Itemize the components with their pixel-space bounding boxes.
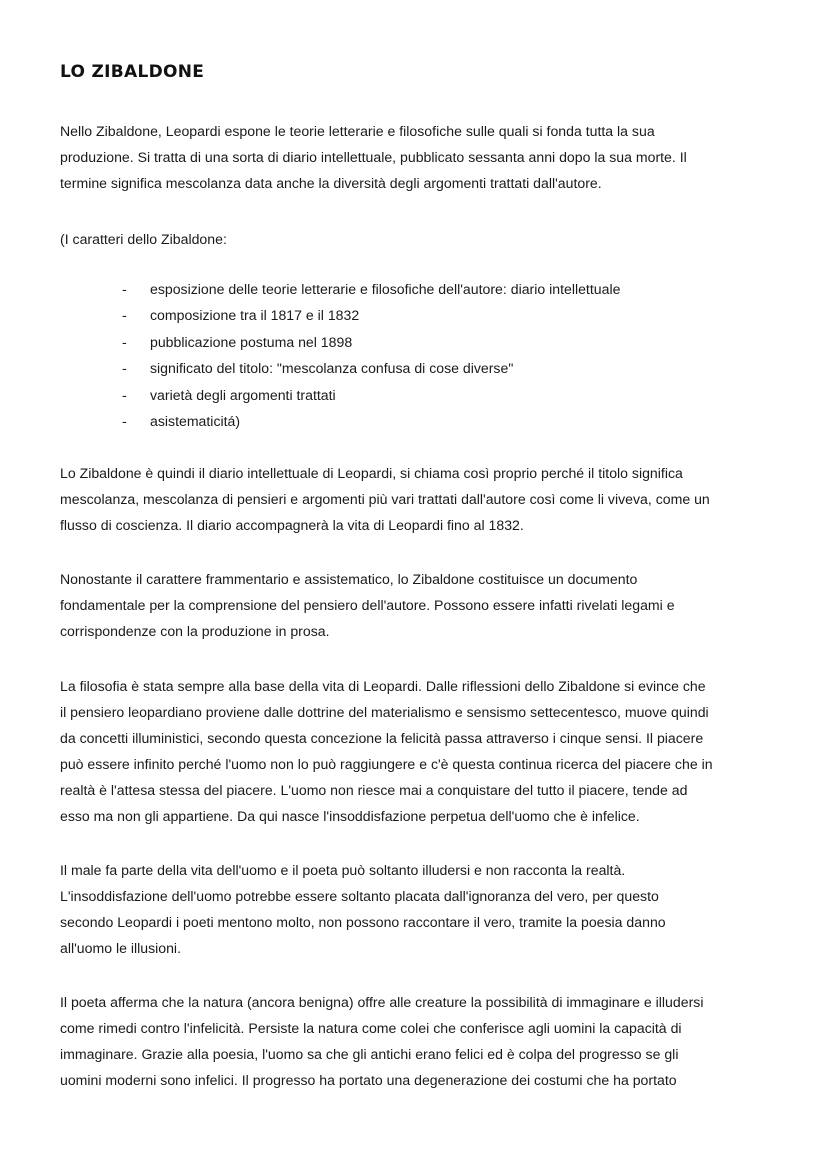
list-bullet: - (122, 333, 127, 350)
paragraph-line: come rimedi contro l'infelicità. Persiste la natura come colei che conferisce agli uomini la capacità di (60, 1020, 682, 1036)
paragraph-line: realtà è l'attesa stessa del piacere. L'uomo non riesce mai a conquistare del tutto il piacere, tende ad (60, 782, 688, 798)
paragraph-line: può essere infinito perché l'uomo non lo può raggiungere e c'è questa continua ricerca del piacere che in (60, 756, 713, 772)
paragraph-line: termine significa mescolanza data anche la diversità degli argomenti trattati dall'autore. (60, 175, 602, 191)
paragraph-fragmentary (60, 566, 776, 644)
paragraph-line: da concetti illuministici, secondo questa concezione la felicità passa attraverso i cinque sensi. Il piacere (60, 730, 704, 746)
paragraph-line: secondo Leopardi i poeti mentono molto, non possono raccontare il vero, tramite la poesia danno (60, 914, 666, 930)
list-bullet: - (122, 386, 127, 403)
list-item-text: composizione tra il 1817 e il 1832 (150, 307, 360, 324)
list-item (60, 382, 620, 408)
paragraph-line: mescolanza, mescolanza di pensieri e argomenti più vari trattati dall'autore così come li viveva, come un (60, 491, 710, 507)
list-bullet: - (122, 307, 127, 324)
list-item (60, 408, 620, 434)
paragraph-line: produzione. Si tratta di una sorta di diario intellettuale, pubblicato sessanta anni dopo la sua morte. Il (60, 149, 687, 165)
paragraph-line: Nello Zibaldone, Leopardi espone le teorie letterarie e filosofiche sulle quali si fonda tutta la sua (60, 123, 655, 139)
paragraph-line: corrispondenze con la produzione in prosa. (60, 623, 330, 639)
list-bullet: - (122, 413, 127, 430)
paragraph-line: (I caratteri dello Zibaldone: (60, 231, 227, 247)
list-item (60, 302, 620, 328)
paragraph-line: Lo Zibaldone è quindi il diario intellettuale di Leopardi, si chiama così proprio perché il titolo significa (60, 465, 683, 481)
paragraph-line: immaginare. Grazie alla poesia, l'uomo sa che gli antichi erano felici ed è colpa del progresso se gli (60, 1046, 679, 1062)
list-item-text: asistematicitá) (150, 413, 241, 430)
paragraph-diary (60, 460, 776, 538)
list-item-text: pubblicazione postuma nel 1898 (150, 333, 353, 350)
list-item (60, 329, 620, 355)
paragraph-line: esso ma non gli appartiene. Da qui nasce l'insoddisfazione perpetua dell'uomo che è infelice. (60, 808, 640, 824)
paragraph-line: Nonostante il carattere frammentario e assistematico, lo Zibaldone costituisce un documento (60, 571, 638, 587)
list-item (60, 355, 620, 381)
paragraph-line: flusso di coscienza. Il diario accompagnerà la vita di Leopardi fino al 1832. (60, 517, 524, 533)
paragraph-line: uomini moderni sono infelici. Il progresso ha portato una degenerazione dei costumi che ha portato (60, 1072, 677, 1088)
paragraph-illusions (60, 857, 776, 961)
paragraph-line: La filosofia è stata sempre alla base della vita di Leopardi. Dalle riflessioni dello Zibaldone si evince che (60, 678, 706, 694)
paragraph-line: Il poeta afferma che la natura (ancora benigna) offre alle creature la possibilità di immaginare e illudersi (60, 994, 704, 1010)
paragraph-line: fondamentale per la comprensione del pensiero dell'autore. Possono essere infatti rivelati legami e (60, 597, 675, 613)
paragraph-intro (60, 118, 776, 196)
list-bullet: - (122, 281, 127, 297)
paragraph-list-heading (60, 226, 776, 252)
paragraph-nature (60, 989, 776, 1093)
list-item-text: significato del titolo: "mescolanza confusa di cose diverse" (150, 360, 514, 377)
paragraph-line: all'uomo le illusioni. (60, 940, 181, 956)
characteristics-list (60, 276, 620, 434)
list-item (60, 276, 620, 302)
paragraph-line: Il male fa parte della vita dell'uomo e il poeta può soltanto illudersi e non racconta la realtà. (60, 862, 626, 878)
paragraph-philosophy (60, 673, 776, 829)
list-item-text: esposizione delle teorie letterarie e filosofiche dell'autore: diario intellettuale (150, 281, 621, 297)
list-item-text: varietà degli argomenti trattati (150, 386, 336, 403)
paragraph-line: il pensiero leopardiano proviene dalle dottrine del materialismo e sensismo settecentesco, muove quindi (60, 704, 709, 720)
page-title: LO ZIBALDONE (60, 62, 205, 82)
paragraph-line: L'insoddisfazione dell'uomo potrebbe essere soltanto placata dall'ignoranza del vero, per questo (60, 888, 659, 904)
list-bullet: - (122, 360, 127, 377)
